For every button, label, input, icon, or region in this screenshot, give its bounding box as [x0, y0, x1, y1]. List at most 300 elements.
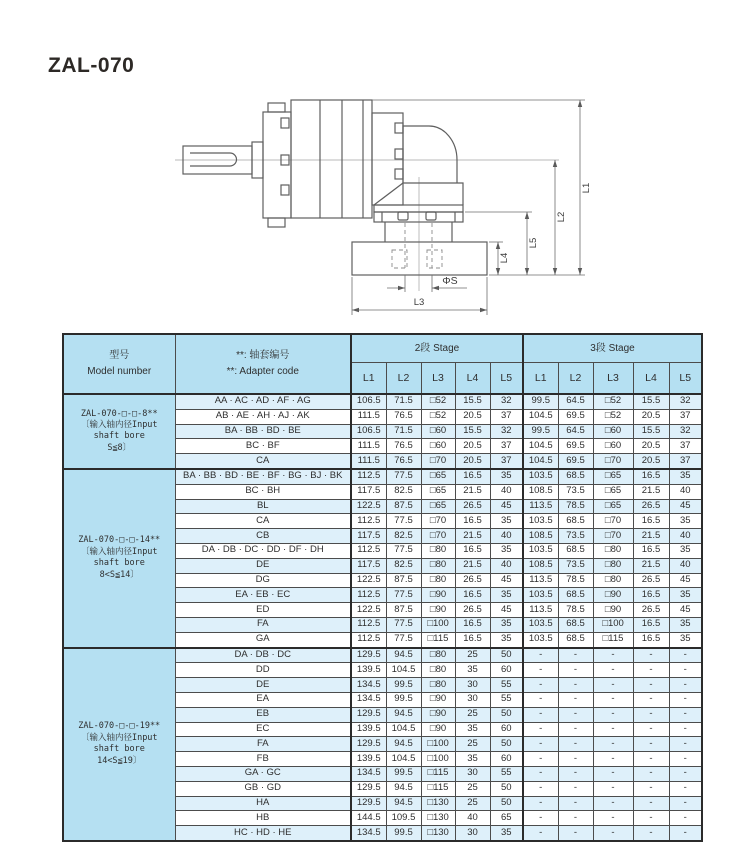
s3-l2-cell: 73.5 [558, 558, 593, 573]
s3-l5-cell: 37 [669, 439, 702, 454]
s2-l2-cell: 94.5 [386, 707, 421, 722]
s2-l5-cell: 37 [490, 409, 523, 424]
s3-l1-cell: 103.5 [523, 632, 558, 647]
s3-l5-cell: 32 [669, 424, 702, 439]
s3-l3-cell: □52 [593, 394, 633, 409]
dim-label-l5: L5 [528, 237, 539, 249]
s2-l5-cell: 55 [490, 766, 523, 781]
s3-l1-cell: - [523, 737, 558, 752]
s3-l5-cell: - [669, 737, 702, 752]
s2-l5-cell: 35 [490, 469, 523, 484]
s2-l4-cell: 25 [455, 796, 490, 811]
s3-l3-cell: □60 [593, 439, 633, 454]
stage2-header: 2段 Stage [351, 334, 523, 363]
s3-l5-cell: 35 [669, 632, 702, 647]
s3-l1-cell: 99.5 [523, 394, 558, 409]
s3-l5-cell: 37 [669, 454, 702, 469]
s3-l1-cell: 108.5 [523, 558, 558, 573]
s2-l3-cell: □52 [421, 409, 455, 424]
s3-l5-cell: 40 [669, 529, 702, 544]
s2-l2-cell: 87.5 [386, 573, 421, 588]
s2-l4-cell: 20.5 [455, 409, 490, 424]
s2-l1-cell: 122.5 [351, 573, 386, 588]
s2-l2-cell: 87.5 [386, 603, 421, 618]
s2-l3-cell: □70 [421, 514, 455, 529]
s2-l2-cell: 77.5 [386, 617, 421, 632]
s2-l4-cell: 16.5 [455, 543, 490, 558]
s3-l5-cell: 45 [669, 603, 702, 618]
s2-l5-cell: 35 [490, 617, 523, 632]
s2-l1-cell: 134.5 [351, 678, 386, 693]
s3-l3-cell: - [593, 766, 633, 781]
s3-l2-cell: 78.5 [558, 573, 593, 588]
s3-l4-cell: 20.5 [633, 439, 669, 454]
s2-l3-cell: □100 [421, 752, 455, 767]
s3-l2-cell: 68.5 [558, 617, 593, 632]
hidden-bore-lines [392, 223, 442, 268]
s2-l4-cell: 21.5 [455, 558, 490, 573]
s3-l2-cell: 73.5 [558, 484, 593, 499]
table-body [63, 394, 702, 841]
s2-l1-cell: 122.5 [351, 603, 386, 618]
adapter-header-zh: **: 轴套编号 [236, 350, 290, 361]
s3-l4-cell: 26.5 [633, 499, 669, 514]
s3-l3-cell: - [593, 781, 633, 796]
dim-label-l1: L1 [581, 182, 592, 194]
s2-l3-cell: □90 [421, 707, 455, 722]
s3-l5-cell: - [669, 707, 702, 722]
s3-l5-cell: 40 [669, 558, 702, 573]
s3-l2-cell: - [558, 781, 593, 796]
s2-l3-cell: □130 [421, 796, 455, 811]
s2-l5-cell: 65 [490, 811, 523, 826]
s3-l1-cell: 103.5 [523, 514, 558, 529]
s2-l5-cell: 60 [490, 663, 523, 678]
s2-l1-cell: 111.5 [351, 409, 386, 424]
s3-l1-cell: 113.5 [523, 499, 558, 514]
s3-l3-cell: - [593, 752, 633, 767]
s3-l1-cell: 113.5 [523, 573, 558, 588]
s3-l3-cell: - [593, 678, 633, 693]
s2-l2-cell: 104.5 [386, 722, 421, 737]
s3-l5-cell: 35 [669, 469, 702, 484]
model-header-en: Model number [87, 366, 152, 377]
adapter-code-cell: EB [175, 707, 351, 722]
s3-l5-cell: - [669, 752, 702, 767]
s2-l5-cell: 35 [490, 514, 523, 529]
s2-l5-cell: 35 [490, 826, 523, 841]
page-title: ZAL-070 [48, 54, 135, 77]
s2-l1-cell: 129.5 [351, 648, 386, 663]
s3-l4-cell: - [633, 781, 669, 796]
s3-l3-cell: □52 [593, 409, 633, 424]
s3-l3-cell: - [593, 811, 633, 826]
s3-l5-cell: 35 [669, 514, 702, 529]
s3-l2-cell: - [558, 692, 593, 707]
s3-l5-cell: 45 [669, 573, 702, 588]
adapter-code-cell: HB [175, 811, 351, 826]
s3-l2-cell: - [558, 811, 593, 826]
s2-l3-cell: □80 [421, 678, 455, 693]
s2-l1-cell: 139.5 [351, 752, 386, 767]
s3-l2-cell: 68.5 [558, 632, 593, 647]
s2-l1-cell: 134.5 [351, 766, 386, 781]
s2-l4-cell: 30 [455, 692, 490, 707]
s3-l4-cell: 16.5 [633, 632, 669, 647]
s2-l3-cell: □60 [421, 439, 455, 454]
s3-l1-cell: 103.5 [523, 617, 558, 632]
s3-l5-cell: 35 [669, 588, 702, 603]
s3-l3-cell: - [593, 826, 633, 841]
s3-l2-header: L2 [558, 363, 593, 395]
s2-l4-cell: 30 [455, 826, 490, 841]
s3-l4-cell: - [633, 648, 669, 663]
s3-l3-cell: □90 [593, 603, 633, 618]
s3-l4-cell: 16.5 [633, 617, 669, 632]
s2-l5-cell: 32 [490, 394, 523, 409]
s3-l3-cell: - [593, 707, 633, 722]
s2-l5-cell: 40 [490, 558, 523, 573]
s2-l4-cell: 15.5 [455, 394, 490, 409]
s2-l5-cell: 45 [490, 573, 523, 588]
adapter-code-cell: FA [175, 737, 351, 752]
s2-l2-cell: 94.5 [386, 737, 421, 752]
s2-l2-header: L2 [386, 363, 421, 395]
s2-l5-cell: 50 [490, 648, 523, 663]
s3-l5-cell: - [669, 663, 702, 678]
s3-l1-cell: - [523, 678, 558, 693]
adapter-code-cell: GA · GC [175, 766, 351, 781]
s3-l4-cell: 20.5 [633, 409, 669, 424]
s3-l2-cell: - [558, 663, 593, 678]
adapter-code-cell: FB [175, 752, 351, 767]
adapter-code-cell: EC [175, 722, 351, 737]
s2-l3-cell: □65 [421, 484, 455, 499]
s2-l4-cell: 16.5 [455, 632, 490, 647]
s2-l4-cell: 25 [455, 737, 490, 752]
adapter-code-cell: AA · AC · AD · AF · AG [175, 394, 351, 409]
s2-l4-cell: 30 [455, 766, 490, 781]
s2-l1-cell: 117.5 [351, 484, 386, 499]
s3-l5-cell: 32 [669, 394, 702, 409]
s2-l5-header: L5 [490, 363, 523, 395]
s3-l3-cell: □70 [593, 514, 633, 529]
model-group-cell: ZAL-070-□-□-14** 〔输入轴内径Input shaft bore 8<S≦14〕 [63, 469, 175, 648]
s3-l2-cell: 78.5 [558, 499, 593, 514]
s3-l2-cell: - [558, 737, 593, 752]
s2-l2-cell: 82.5 [386, 558, 421, 573]
s3-l1-cell: - [523, 826, 558, 841]
table-row [63, 648, 702, 663]
s3-l3-cell: □80 [593, 573, 633, 588]
s2-l5-cell: 37 [490, 439, 523, 454]
dim-label-phi-s: ΦS [442, 275, 458, 287]
s2-l4-cell: 25 [455, 648, 490, 663]
dim-label-l3: L3 [413, 297, 425, 308]
s2-l4-cell: 16.5 [455, 588, 490, 603]
s3-l4-cell: - [633, 752, 669, 767]
s2-l1-header: L1 [351, 363, 386, 395]
s3-l1-cell: - [523, 811, 558, 826]
s2-l3-cell: □65 [421, 499, 455, 514]
s3-l5-cell: 35 [669, 617, 702, 632]
s2-l4-cell: 26.5 [455, 573, 490, 588]
s2-l5-cell: 40 [490, 484, 523, 499]
s3-l2-cell: 69.5 [558, 454, 593, 469]
s2-l5-cell: 55 [490, 692, 523, 707]
s3-l3-cell: □90 [593, 588, 633, 603]
s3-l1-cell: - [523, 781, 558, 796]
stage3-header: 3段 Stage [523, 334, 702, 363]
s3-l2-cell: 78.5 [558, 603, 593, 618]
s3-l2-cell: - [558, 752, 593, 767]
s3-l1-cell: 104.5 [523, 409, 558, 424]
table-row [63, 394, 702, 409]
s2-l3-cell: □90 [421, 722, 455, 737]
s2-l2-cell: 77.5 [386, 632, 421, 647]
s2-l2-cell: 82.5 [386, 484, 421, 499]
s2-l3-cell: □90 [421, 603, 455, 618]
s3-l2-cell: - [558, 678, 593, 693]
s2-l2-cell: 77.5 [386, 543, 421, 558]
s2-l3-cell: □100 [421, 617, 455, 632]
s3-l2-cell: - [558, 707, 593, 722]
s3-l4-cell: - [633, 692, 669, 707]
s2-l5-cell: 50 [490, 796, 523, 811]
s3-l1-cell: 108.5 [523, 529, 558, 544]
s3-l3-header: L3 [593, 363, 633, 395]
s2-l1-cell: 139.5 [351, 663, 386, 678]
adapter-code-cell: ED [175, 603, 351, 618]
s3-l2-cell: 69.5 [558, 439, 593, 454]
s3-l5-cell: - [669, 678, 702, 693]
s3-l2-cell: - [558, 766, 593, 781]
s3-l1-cell: - [523, 692, 558, 707]
s3-l5-cell: - [669, 722, 702, 737]
model-group-cell: ZAL-070-□-□-8** 〔输入轴内径Input shaft bore S≦8〕 [63, 394, 175, 469]
s2-l4-cell: 15.5 [455, 424, 490, 439]
mounting-plate [374, 212, 463, 222]
s2-l2-cell: 109.5 [386, 811, 421, 826]
s2-l5-cell: 50 [490, 737, 523, 752]
output-flange [352, 242, 487, 275]
adapter-code-cell: CA [175, 514, 351, 529]
dimensions-table [62, 333, 703, 842]
s2-l2-cell: 76.5 [386, 409, 421, 424]
s2-l3-cell: □115 [421, 781, 455, 796]
s3-l1-cell: 104.5 [523, 454, 558, 469]
s2-l4-cell: 20.5 [455, 454, 490, 469]
s2-l1-cell: 129.5 [351, 707, 386, 722]
s2-l4-cell: 26.5 [455, 499, 490, 514]
s3-l2-cell: 68.5 [558, 588, 593, 603]
s3-l4-cell: 16.5 [633, 514, 669, 529]
s3-l5-cell: 45 [669, 499, 702, 514]
adapter-code-cell: BL [175, 499, 351, 514]
s2-l5-cell: 35 [490, 588, 523, 603]
s3-l4-cell: - [633, 811, 669, 826]
s2-l1-cell: 129.5 [351, 781, 386, 796]
gearbox-outline [183, 100, 487, 275]
s2-l5-cell: 35 [490, 543, 523, 558]
s2-l1-cell: 112.5 [351, 588, 386, 603]
s2-l3-cell: □70 [421, 529, 455, 544]
s2-l1-cell: 129.5 [351, 796, 386, 811]
dimension-labels [414, 183, 592, 308]
dimension-arrows [352, 100, 582, 312]
s2-l2-cell: 104.5 [386, 663, 421, 678]
s3-l1-cell: - [523, 722, 558, 737]
s2-l4-cell: 16.5 [455, 617, 490, 632]
s2-l1-cell: 112.5 [351, 469, 386, 484]
adapter-code-cell: FA [175, 617, 351, 632]
s3-l2-cell: 64.5 [558, 394, 593, 409]
s2-l2-cell: 82.5 [386, 529, 421, 544]
dim-label-l2: L2 [556, 211, 567, 223]
s2-l3-cell: □65 [421, 469, 455, 484]
s2-l5-cell: 40 [490, 529, 523, 544]
s2-l3-cell: □90 [421, 692, 455, 707]
s3-l5-cell: - [669, 692, 702, 707]
s2-l1-cell: 112.5 [351, 514, 386, 529]
s2-l2-cell: 77.5 [386, 514, 421, 529]
s3-l3-cell: □65 [593, 469, 633, 484]
s3-l4-cell: 20.5 [633, 454, 669, 469]
s3-l4-cell: 16.5 [633, 469, 669, 484]
s2-l2-cell: 76.5 [386, 454, 421, 469]
s2-l4-cell: 25 [455, 781, 490, 796]
s2-l1-cell: 112.5 [351, 543, 386, 558]
s2-l5-cell: 60 [490, 752, 523, 767]
adapter-code-cell: BC · BH [175, 484, 351, 499]
adapter-code-cell: DE [175, 678, 351, 693]
s3-l5-header: L5 [669, 363, 702, 395]
s3-l3-cell: □115 [593, 632, 633, 647]
s3-l1-cell: 104.5 [523, 439, 558, 454]
s3-l1-cell: - [523, 648, 558, 663]
s2-l2-cell: 99.5 [386, 678, 421, 693]
s3-l4-cell: 16.5 [633, 588, 669, 603]
adapter-code-cell: HC · HD · HE [175, 826, 351, 841]
s2-l2-cell: 94.5 [386, 648, 421, 663]
s2-l2-cell: 104.5 [386, 752, 421, 767]
s3-l4-cell: 16.5 [633, 543, 669, 558]
s2-l1-cell: 129.5 [351, 737, 386, 752]
s3-l2-cell: 64.5 [558, 424, 593, 439]
s2-l3-cell: □52 [421, 394, 455, 409]
s2-l1-cell: 122.5 [351, 499, 386, 514]
s3-l4-cell: - [633, 826, 669, 841]
adapter-code-cell: DG [175, 573, 351, 588]
s3-l4-cell: 21.5 [633, 484, 669, 499]
s2-l1-cell: 112.5 [351, 632, 386, 647]
adapter-header-en: **: Adapter code [226, 366, 299, 377]
s3-l5-cell: 37 [669, 409, 702, 424]
s3-l5-cell: - [669, 648, 702, 663]
adapter-code-cell: BA · BB · BD · BE [175, 424, 351, 439]
s2-l3-cell: □80 [421, 573, 455, 588]
s2-l1-cell: 134.5 [351, 826, 386, 841]
s2-l3-cell: □60 [421, 424, 455, 439]
s3-l2-cell: - [558, 826, 593, 841]
s2-l2-cell: 87.5 [386, 499, 421, 514]
s2-l1-cell: 111.5 [351, 439, 386, 454]
s3-l1-cell: - [523, 752, 558, 767]
s2-l1-cell: 106.5 [351, 424, 386, 439]
s2-l5-cell: 37 [490, 454, 523, 469]
s2-l2-cell: 71.5 [386, 394, 421, 409]
s2-l5-cell: 45 [490, 603, 523, 618]
s2-l1-cell: 106.5 [351, 394, 386, 409]
s2-l4-cell: 30 [455, 678, 490, 693]
s3-l2-cell: 68.5 [558, 543, 593, 558]
s2-l4-cell: 35 [455, 722, 490, 737]
s2-l4-cell: 25 [455, 707, 490, 722]
s2-l1-cell: 111.5 [351, 454, 386, 469]
s3-l4-cell: - [633, 722, 669, 737]
s2-l3-header: L3 [421, 363, 455, 395]
s2-l5-cell: 50 [490, 781, 523, 796]
s3-l4-cell: - [633, 796, 669, 811]
s3-l5-cell: - [669, 781, 702, 796]
s3-l5-cell: 35 [669, 543, 702, 558]
s3-l5-cell: - [669, 796, 702, 811]
adapter-code-cell: DA · DB · DC · DD · DF · DH [175, 543, 351, 558]
s2-l3-cell: □130 [421, 826, 455, 841]
s3-l2-cell: 73.5 [558, 529, 593, 544]
adapter-code-cell: DE [175, 558, 351, 573]
center-lines [175, 160, 559, 291]
s2-l3-cell: □70 [421, 454, 455, 469]
s2-l2-cell: 71.5 [386, 424, 421, 439]
s3-l4-cell: 15.5 [633, 394, 669, 409]
s2-l5-cell: 60 [490, 722, 523, 737]
s2-l1-cell: 112.5 [351, 617, 386, 632]
s3-l4-cell: - [633, 707, 669, 722]
s3-l5-cell: - [669, 811, 702, 826]
s2-l3-cell: □115 [421, 766, 455, 781]
s2-l4-cell: 20.5 [455, 439, 490, 454]
s2-l3-cell: □130 [421, 811, 455, 826]
adapter-code-cell: GA [175, 632, 351, 647]
adapter-code-cell: CA [175, 454, 351, 469]
s3-l1-cell: - [523, 766, 558, 781]
s3-l2-cell: - [558, 796, 593, 811]
technical-drawing [145, 85, 615, 335]
adapter-code-cell: BC · BF [175, 439, 351, 454]
s3-l3-cell: □100 [593, 617, 633, 632]
s2-l2-cell: 94.5 [386, 796, 421, 811]
table-header-row-1 [63, 334, 702, 363]
s2-l4-cell: 40 [455, 811, 490, 826]
s2-l3-cell: □90 [421, 588, 455, 603]
s3-l3-cell: □65 [593, 484, 633, 499]
right-angle-head [403, 126, 457, 183]
s3-l4-cell: 21.5 [633, 529, 669, 544]
s2-l1-cell: 139.5 [351, 722, 386, 737]
dimension-lines [352, 100, 585, 315]
s3-l4-cell: - [633, 737, 669, 752]
s3-l3-cell: □80 [593, 558, 633, 573]
s3-l1-cell: 113.5 [523, 603, 558, 618]
s3-l3-cell: - [593, 648, 633, 663]
adapter-code-cell: CB [175, 529, 351, 544]
s2-l5-cell: 35 [490, 632, 523, 647]
s2-l4-cell: 16.5 [455, 469, 490, 484]
s3-l4-cell: 21.5 [633, 558, 669, 573]
s3-l4-cell: 15.5 [633, 424, 669, 439]
s3-l4-cell: 26.5 [633, 573, 669, 588]
